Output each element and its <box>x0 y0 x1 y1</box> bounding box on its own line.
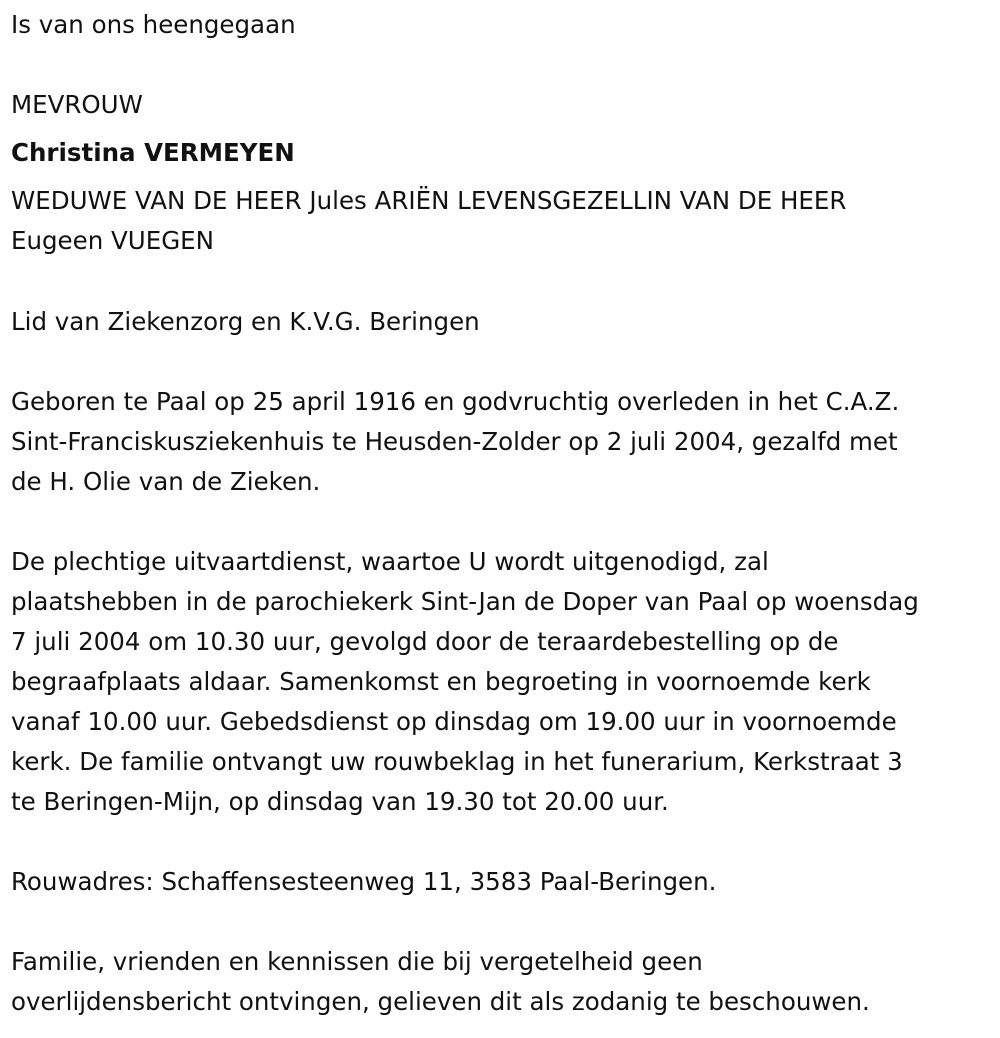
service-line: De plechtige uitvaartdienst, waartoe U wordt uitgenodigd, zal <box>11 547 769 576</box>
service-line: 7 juli 2004 om 10.30 uur, gevolgd door de teraardebestelling op de <box>11 627 839 656</box>
relations-line: WEDUWE VAN DE HEER Jules ARIËN LEVENSGEZELLIN VAN DE HEER <box>11 186 847 215</box>
relations-paragraph <box>11 181 846 261</box>
closing-paragraph <box>11 942 870 1022</box>
birth-death-line: de H. Olie van de Zieken. <box>11 467 321 496</box>
service-line: te Beringen-Mijn, op dinsdag van 19.30 tot 20.00 uur. <box>11 787 669 816</box>
closing-line: overlijdensbericht ontvingen, gelieven dit als zodanig te beschouwen. <box>11 987 870 1016</box>
relations-line: Eugeen VUEGEN <box>11 226 214 255</box>
service-line: plaatshebben in de parochiekerk Sint-Jan de Doper van Paal op woensdag <box>11 587 919 616</box>
mourning-address: Rouwadres: Schaffensesteenweg 11, 3583 Paal-Beringen. <box>11 867 717 896</box>
intro-text: Is van ons heengegaan <box>11 10 296 39</box>
birth-death-line: Geboren te Paal op 25 april 1916 en godvruchtig overleden in het C.A.Z. <box>11 387 900 416</box>
closing-line: Familie, vrienden en kennissen die bij vergetelheid geen <box>11 947 703 976</box>
service-line: vanaf 10.00 uur. Gebedsdienst op dinsdag om 19.00 uur in voornoemde <box>11 707 897 736</box>
title-prefix: MEVROUW <box>11 90 143 119</box>
deceased-name: Christina VERMEYEN <box>11 138 295 167</box>
birth-death-paragraph <box>11 382 899 502</box>
service-paragraph <box>11 542 919 822</box>
membership-text: Lid van Ziekenzorg en K.V.G. Beringen <box>11 307 480 336</box>
service-line: begraafplaats aldaar. Samenkomst en begroeting in voornoemde kerk <box>11 667 871 696</box>
service-line: kerk. De familie ontvangt uw rouwbeklag in het funerarium, Kerkstraat 3 <box>11 747 903 776</box>
birth-death-line: Sint-Franciskusziekenhuis te Heusden-Zolder op 2 juli 2004, gezalfd met <box>11 427 898 456</box>
